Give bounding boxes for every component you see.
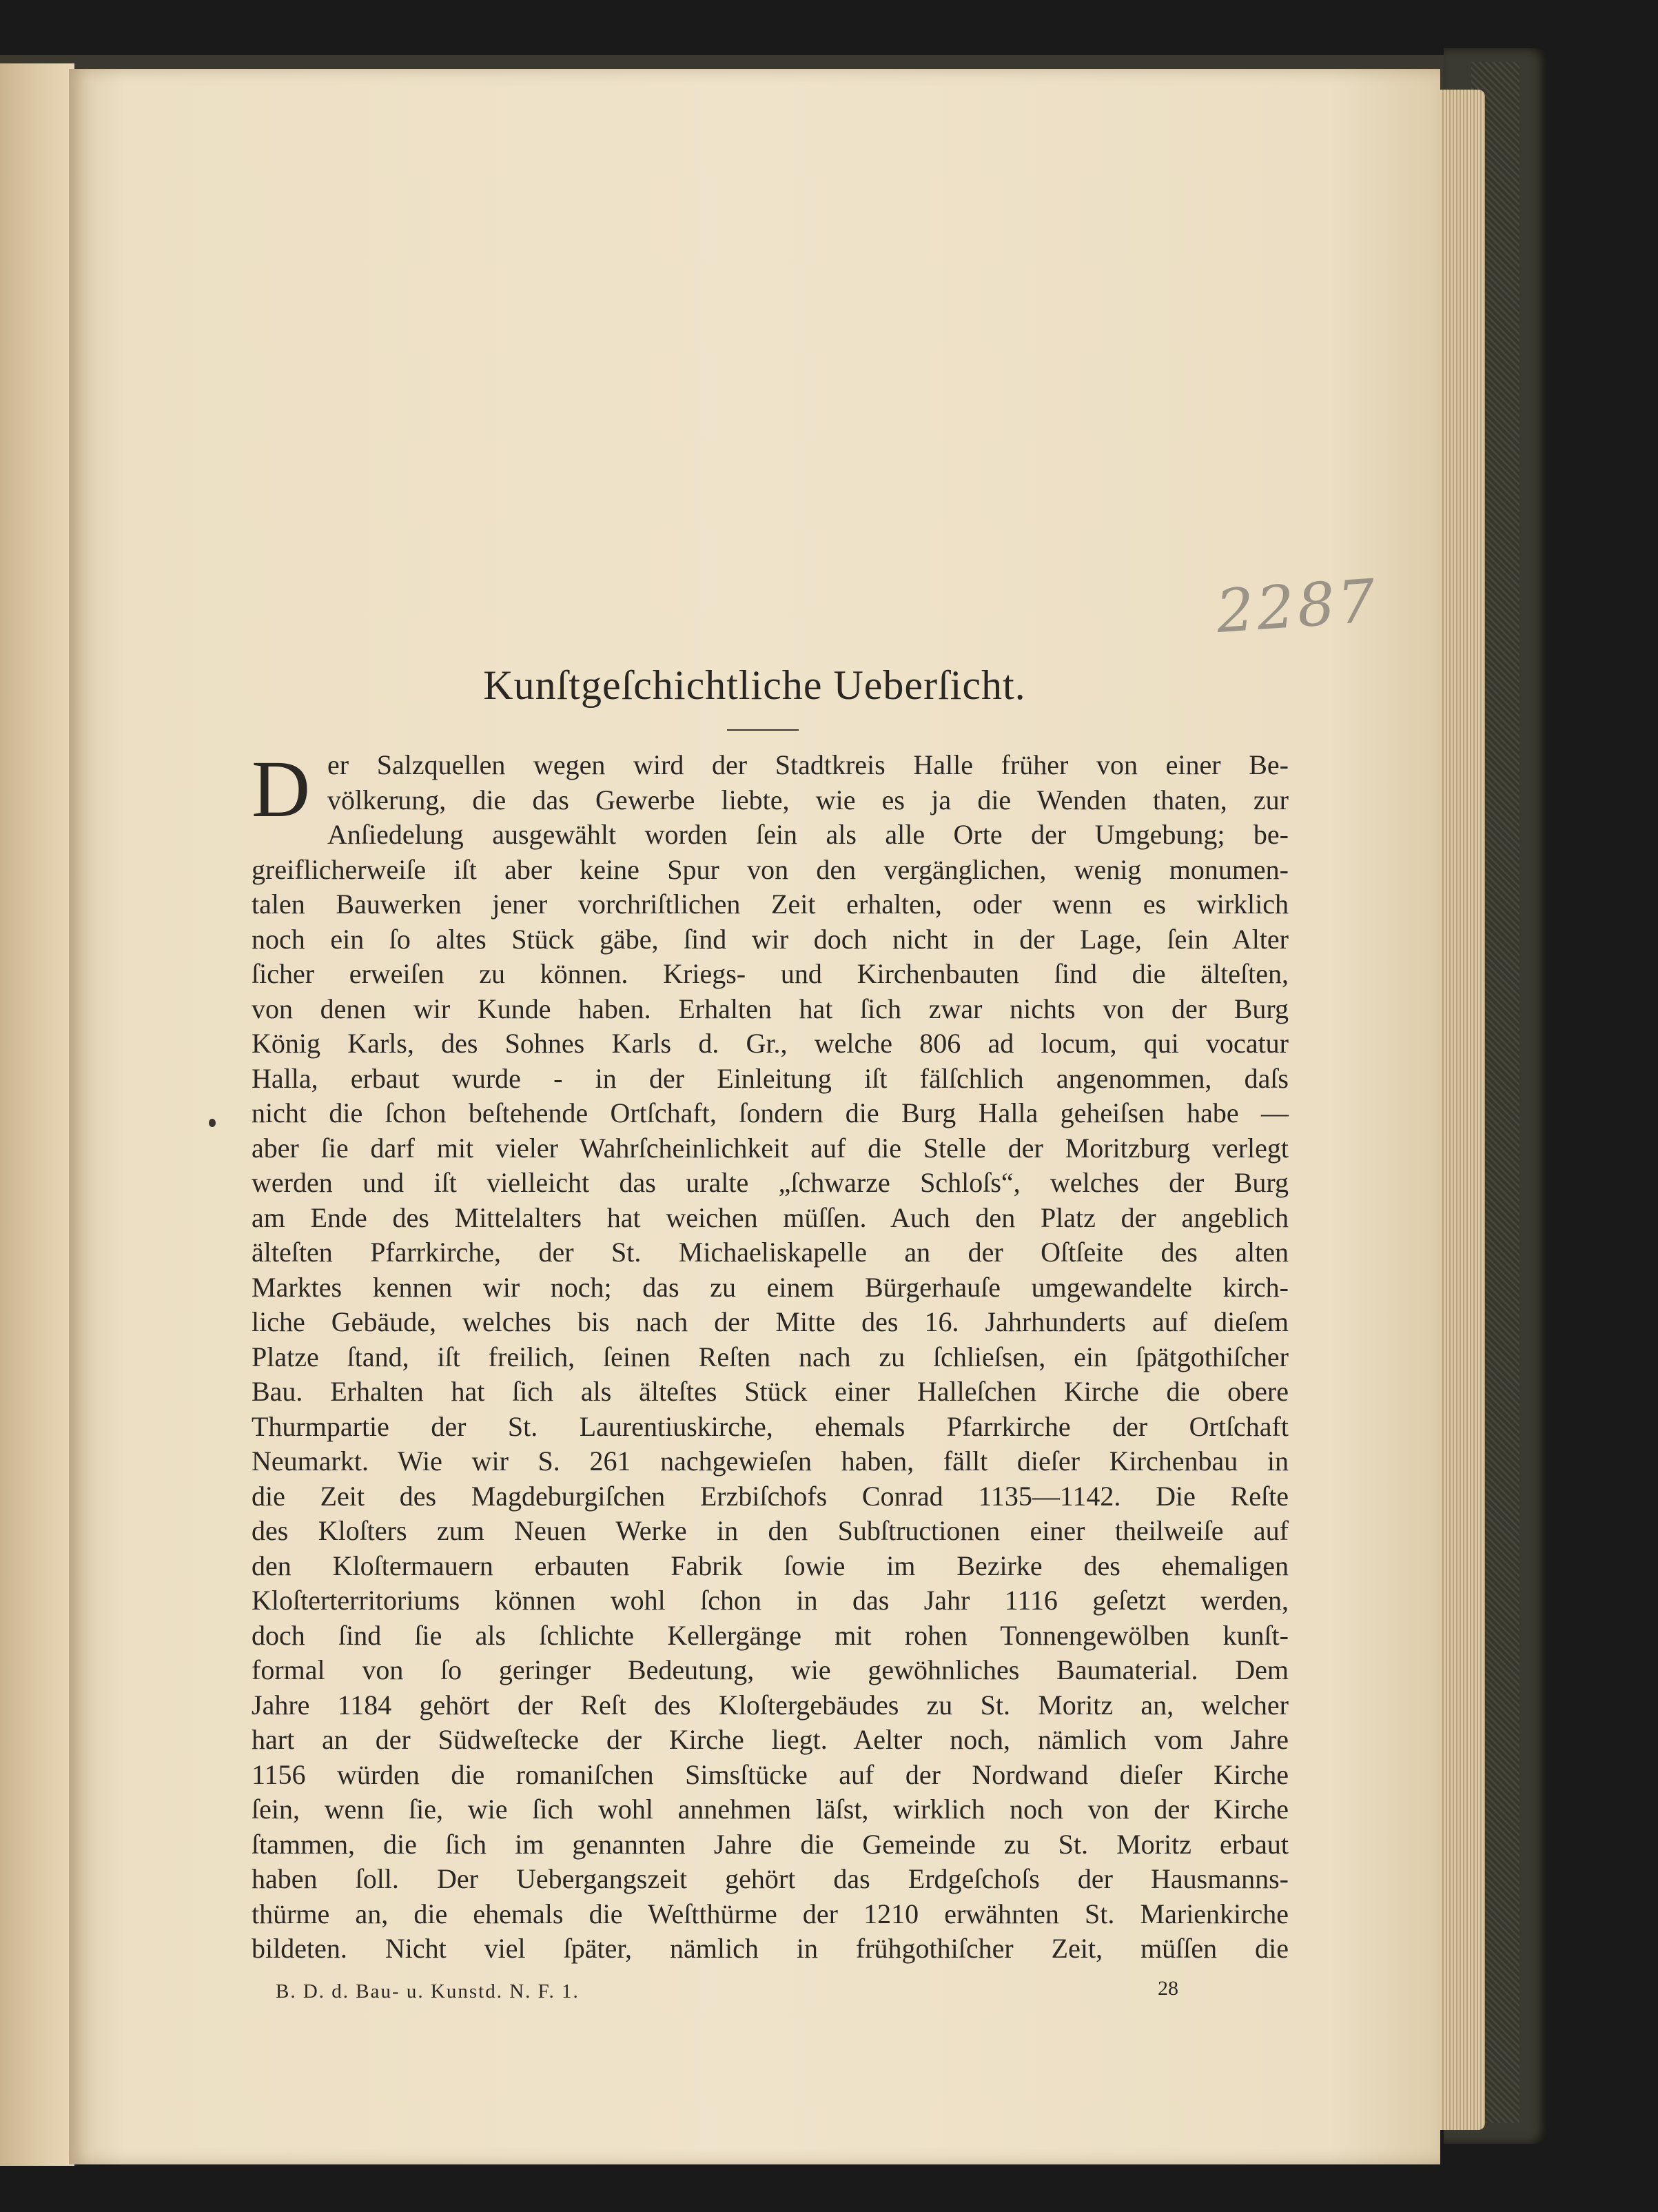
- drop-cap: D: [252, 744, 311, 834]
- page-number: 28: [1158, 1977, 1178, 2000]
- text-line: nicht die ſchon beſtehende Ortſchaft, ſondern die Burg Halla geheiſsen habe —: [252, 1097, 1289, 1128]
- text-line: von denen wir Kunde haben. Erhalten hat ſich zwar nichts von der Burg: [252, 993, 1289, 1024]
- text-line: älteſten Pfarrkirche, der St. Michaeliskapelle an der Oſtſeite des alten: [252, 1237, 1289, 1268]
- text-line: König Karls, des Sohnes Karls d. Gr., welche 806 ad locum, qui vocatur: [252, 1028, 1289, 1059]
- previous-page-edge: [0, 63, 74, 2166]
- text-line: 1156 würden die romaniſchen Simsſtücke auf der Nordwand dieſer Kirche: [252, 1758, 1289, 1790]
- footer-signature: B. D. d. Bau- u. Kunstd. N. F. 1.: [276, 1980, 580, 2002]
- text-line: völkerung, die das Gewerbe liebte, wie es ja die Wenden thaten, zur: [327, 784, 1289, 815]
- text-line: noch ein ſo altes Stück gäbe, ſind wir doch nicht in der Lage, ſein Alter: [252, 923, 1289, 955]
- text-line: Jahre 1184 gehört der Reſt des Kloſtergebäudes zu St. Moritz an, welcher: [252, 1689, 1289, 1721]
- title-divider: [727, 729, 799, 731]
- text-line: Thurmpartie der St. Laurentiuskirche, ehemals Pfarrkirche der Ortſchaft: [252, 1410, 1289, 1442]
- text-line: Halla, erbaut wurde - in der Einleitung iſt fälſchlich angenommen, daſs: [252, 1062, 1289, 1094]
- text-line: liche Gebäude, welches bis nach der Mitte des 16. Jahrhunderts auf dieſem: [252, 1306, 1289, 1337]
- book-page: [69, 69, 1440, 2164]
- text-line: Neumarkt. Wie wir S. 261 nachgewieſen haben, fällt dieſer Kirchenbau in: [252, 1445, 1289, 1477]
- margin-mark: [209, 1119, 216, 1127]
- handwritten-annotation: 2287: [1214, 566, 1381, 647]
- text-line: Kloſterterritoriums können wohl ſchon in das Jahr 1116 geſetzt werden,: [252, 1585, 1289, 1616]
- text-line: die Zeit des Magdeburgiſchen Erzbiſchofs Conrad 1135—1142. Die Reſte: [252, 1480, 1289, 1512]
- page-stack-edges: [1437, 90, 1485, 2130]
- text-line: den Kloſtermauern erbauten Fabrik ſowie im Bezirke des ehemaligen: [252, 1550, 1289, 1581]
- text-line: thürme an, die ehemals die Weſtthürme der 1210 erwähnten St. Marienkirche: [252, 1898, 1289, 1929]
- text-line: hart an der Südweſtecke der Kirche liegt. Aelter noch, nämlich vom Jahre: [252, 1724, 1289, 1755]
- text-line: talen Bauwerken jener vorchriſtlichen Zeit erhalten, oder wenn es wirklich: [252, 889, 1289, 920]
- text-line: Bau. Erhalten hat ſich als älteſtes Stück einer Halleſchen Kirche die obere: [252, 1376, 1289, 1407]
- text-line: Platze ſtand, iſt freilich, ſeinen Reſten nach zu ſchlieſsen, ein ſpätgothiſcher: [252, 1341, 1289, 1372]
- text-line: werden und iſt vielleicht das uralte „ſchwarze Schloſs“, welches der Burg: [252, 1167, 1289, 1198]
- text-line: doch ſind ſie als ſchlichte Kellergänge mit rohen Tonnengewölben kunſt-: [252, 1619, 1289, 1651]
- text-line: ſicher erweiſen zu können. Kriegs- und Kirchenbauten ſind die älteſten,: [252, 958, 1289, 989]
- text-line: bildeten. Nicht viel ſpäter, nämlich in frühgothiſcher Zeit, müſſen die: [252, 1933, 1289, 1964]
- text-line: greiflicherweiſe iſt aber keine Spur von den vergänglichen, wenig monumen-: [252, 853, 1289, 885]
- text-line: ſtammen, die ſich im genannten Jahre die Gemeinde zu St. Moritz erbaut: [252, 1828, 1289, 1860]
- text-line: ſein, wenn ſie, wie ſich wohl annehmen läſst, wirklich noch von der Kirche: [252, 1794, 1289, 1825]
- text-line: Marktes kennen wir noch; das zu einem Bürgerhauſe umgewandelte kirch-: [252, 1271, 1289, 1303]
- text-line: formal von ſo geringer Bedeutung, wie gewöhnliches Baumaterial. Dem: [252, 1654, 1289, 1685]
- text-line: haben ſoll. Der Uebergangszeit gehört das Erdgeſchoſs der Hausmanns-: [252, 1863, 1289, 1894]
- text-line: er Salzquellen wegen wird der Stadtkreis Halle früher von einer Be-: [327, 749, 1289, 780]
- body-text: [252, 744, 1289, 1967]
- text-line: aber ſie darf mit vieler Wahrſcheinlichkeit auf die Stelle der Moritzburg verlegt: [252, 1132, 1289, 1164]
- page-title: Kunſtgeſchichtliche Ueberſicht.: [483, 662, 1026, 708]
- text-line: am Ende des Mittelalters hat weichen müſſen. Auch den Platz der angeblich: [252, 1201, 1289, 1233]
- text-line: Anſiedelung ausgewählt worden ſein als alle Orte der Umgebung; be-: [327, 819, 1289, 850]
- text-line: des Kloſters zum Neuen Werke in den Subſtructionen einer theilweiſe auf: [252, 1515, 1289, 1546]
